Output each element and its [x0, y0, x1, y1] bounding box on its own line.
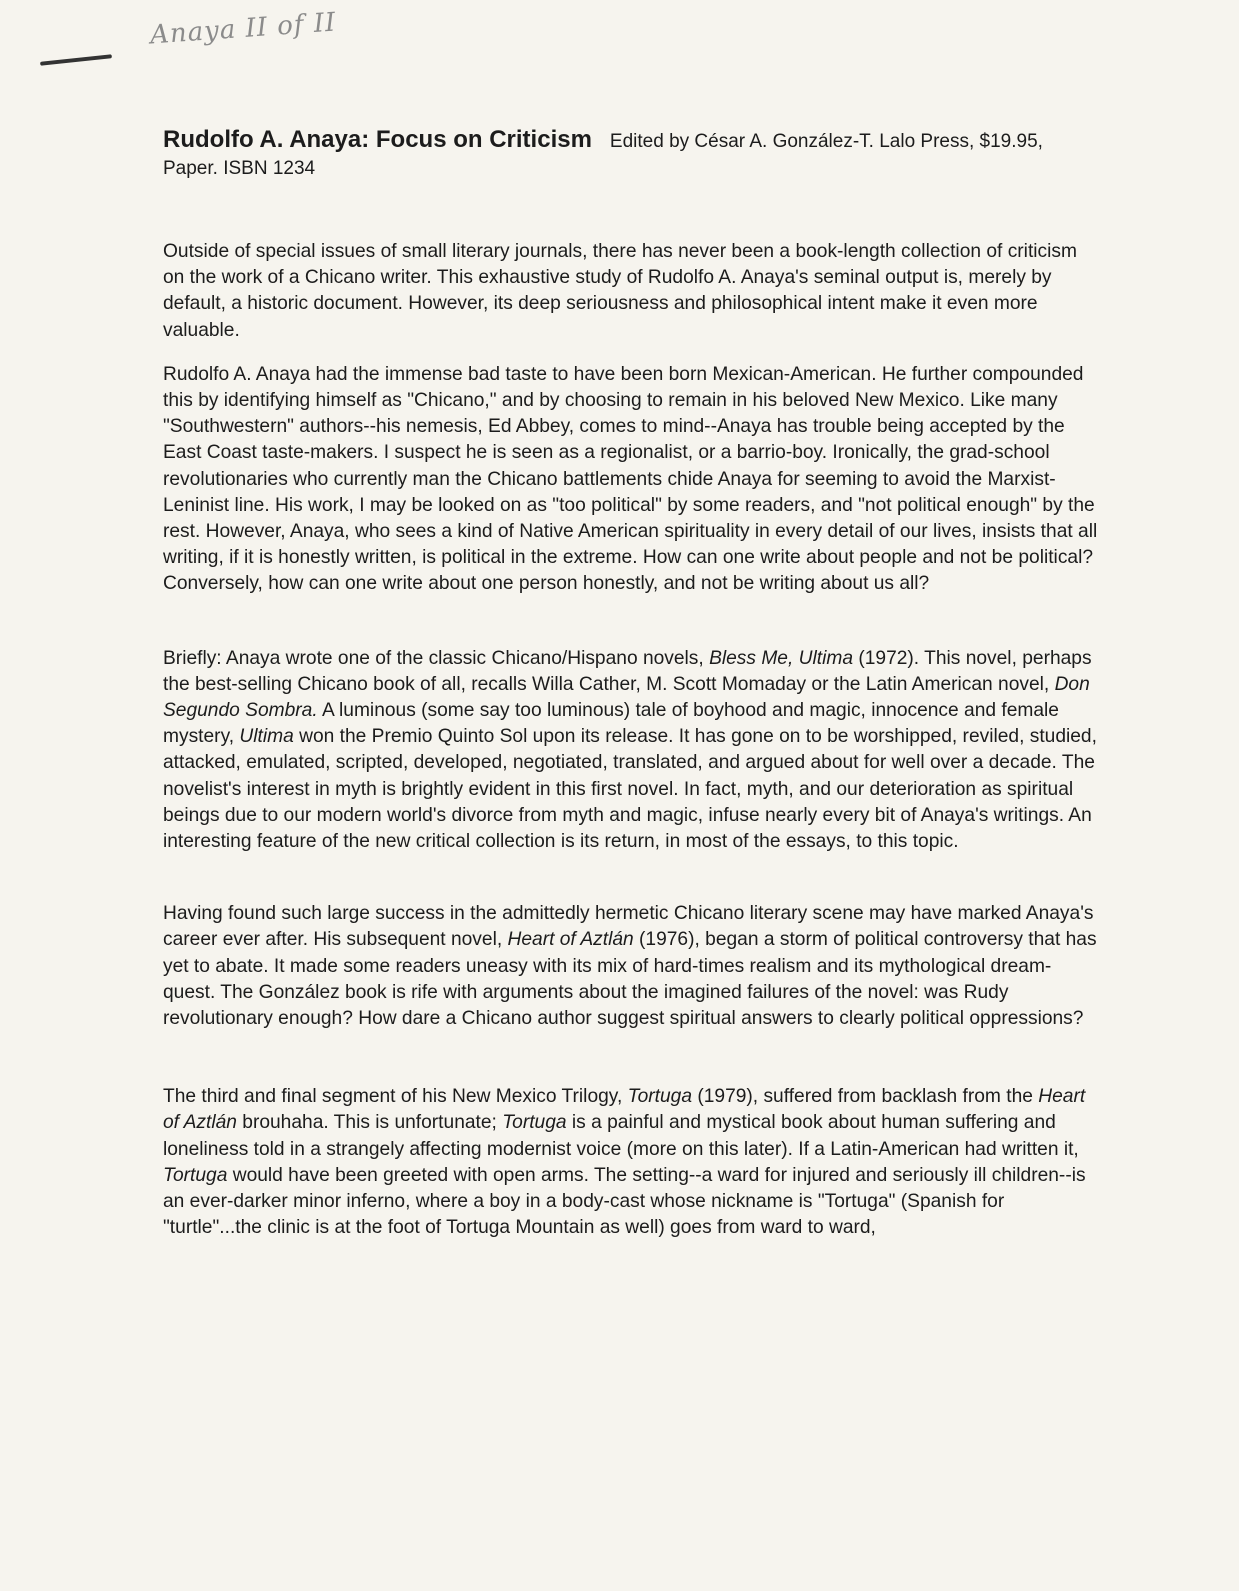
- review-body: [163, 126, 1103, 1242]
- paragraph-2: Rudolfo A. Anaya had the immense bad taste to have been born Mexican-American. He further compounded this by identifying himself as "Chicano," and by choosing to remain in his beloved New Mexico. Like many "Southwestern" authors--his nemesis, Ed Abbey, comes to mind--Anaya has trouble being accepted by the East Coast taste-makers. I suspect he is seen as a regionalist, or a barrio-boy. Ironically, the grad-school revolutionaries who currently man the Chicano battlements chide Anaya for seeming to avoid the Marxist-Leninist line. His work, I may be looked on as "too political" by some readers, and "not political enough" by the rest. However, Anaya, who sees a kind of Native American spirituality in every detail of our lives, insists that all writing, if it is honestly written, is political in the extreme. How can one write about people and not be political? Conversely, how can one write about one person honestly, and not be writing about us all?: [163, 363, 1098, 595]
- book-title-italic: Don Segundo Sombra.: [163, 673, 1090, 722]
- book-title-italic: Bless Me, Ultima: [709, 647, 854, 669]
- text-run: brouhaha. This is unfortunate;: [236, 1112, 503, 1134]
- review-header: [163, 126, 1103, 182]
- book-title-italic: Ultima: [239, 726, 294, 748]
- text-run: (1972). This novel, perhaps the best-selling Chicano book of all, recalls Willa Cather, M. Scott Momaday or the Latin American novel,: [163, 647, 1092, 695]
- handwritten-note: Anaya II of II: [149, 7, 338, 51]
- paragraph-1: Outside of special issues of small literary journals, there has never been a book-length collection of criticism on the work of a Chicano writer. This exhaustive study of Rudolfo A. Anaya's seminal output is, merely by default, a historic document. However, its deep seriousness and philosophical intent make it even more valuable.: [163, 241, 1077, 341]
- book-title-italic: Tortuga: [627, 1086, 692, 1108]
- text-run: A luminous (some say too luminous) tale of boyhood and magic, innocence and female mystery,: [163, 700, 1059, 748]
- text-run: Briefly: Anaya wrote one of the classic Chicano/Hispano novels,: [163, 647, 710, 669]
- book-title-italic: Heart of Aztlán: [163, 1086, 1086, 1134]
- text-run: is a painful and mystical book about human suffering and loneliness told in a strangely affecting modernist voice (more on this later). If a Latin-American had written it,: [163, 1112, 1079, 1160]
- paragraph-3: [163, 646, 1103, 856]
- text-run: (1976), began a storm of political controversy that has yet to abate. It made some readers uneasy with its mix of hard-times realism and its mythological dream-quest. The González book is rife with arguments about the imagined failures of the novel: was Rudy revolutionary enough? How dare a Chicano author suggest spiritual answers to clearly political oppressions?: [163, 929, 1097, 1030]
- editor-credit: Edited by César A. González-T.: [609, 131, 874, 152]
- paragraph-4: [163, 901, 1103, 1032]
- publisher-line: Lalo Press, $19.95, Paper. ISBN 1234: [163, 131, 1043, 179]
- paragraph-5: [163, 1084, 1103, 1241]
- book-title: Rudolfo A. Anaya: Focus on Criticism: [163, 126, 592, 153]
- text-run: The third and final segment of his New Mexico Trilogy,: [163, 1086, 628, 1108]
- pencil-mark: [40, 54, 112, 66]
- book-title-italic: Tortuga: [163, 1164, 228, 1186]
- book-title-italic: Tortuga: [502, 1112, 567, 1134]
- text-run: won the Premio Quinto Sol upon its release. It has gone on to be worshipped, reviled, studied, attacked, emulated, scripted, developed, negotiated, translated, and argued about for well over a decade. The novelist's interest in myth is brightly evident in this first novel. In fact, myth, and our deterioration as spiritual beings due to our modern world's divorce from myth and magic, infuse nearly every bit of Anaya's writings. An interesting feature of the new critical collection is its return, in most of the essays, to this topic.: [163, 726, 1097, 853]
- text-run: Having found such large success in the admittedly hermetic Chicano literary scene may have marked Anaya's career ever after. His subsequent novel,: [163, 903, 1094, 951]
- book-title-italic: Heart of Aztlán: [507, 929, 634, 951]
- text-run: would have been greeted with open arms. The setting--a ward for injured and seriously ill children--is an ever-darker minor inferno, where a boy in a body-cast whose nickname is "Tortuga" (Spanish for "turtle"...the clinic is at the foot of Tortuga Mountain as well) goes from ward to ward,: [163, 1164, 1086, 1239]
- text-run: (1979), suffered from backlash from the: [692, 1086, 1039, 1108]
